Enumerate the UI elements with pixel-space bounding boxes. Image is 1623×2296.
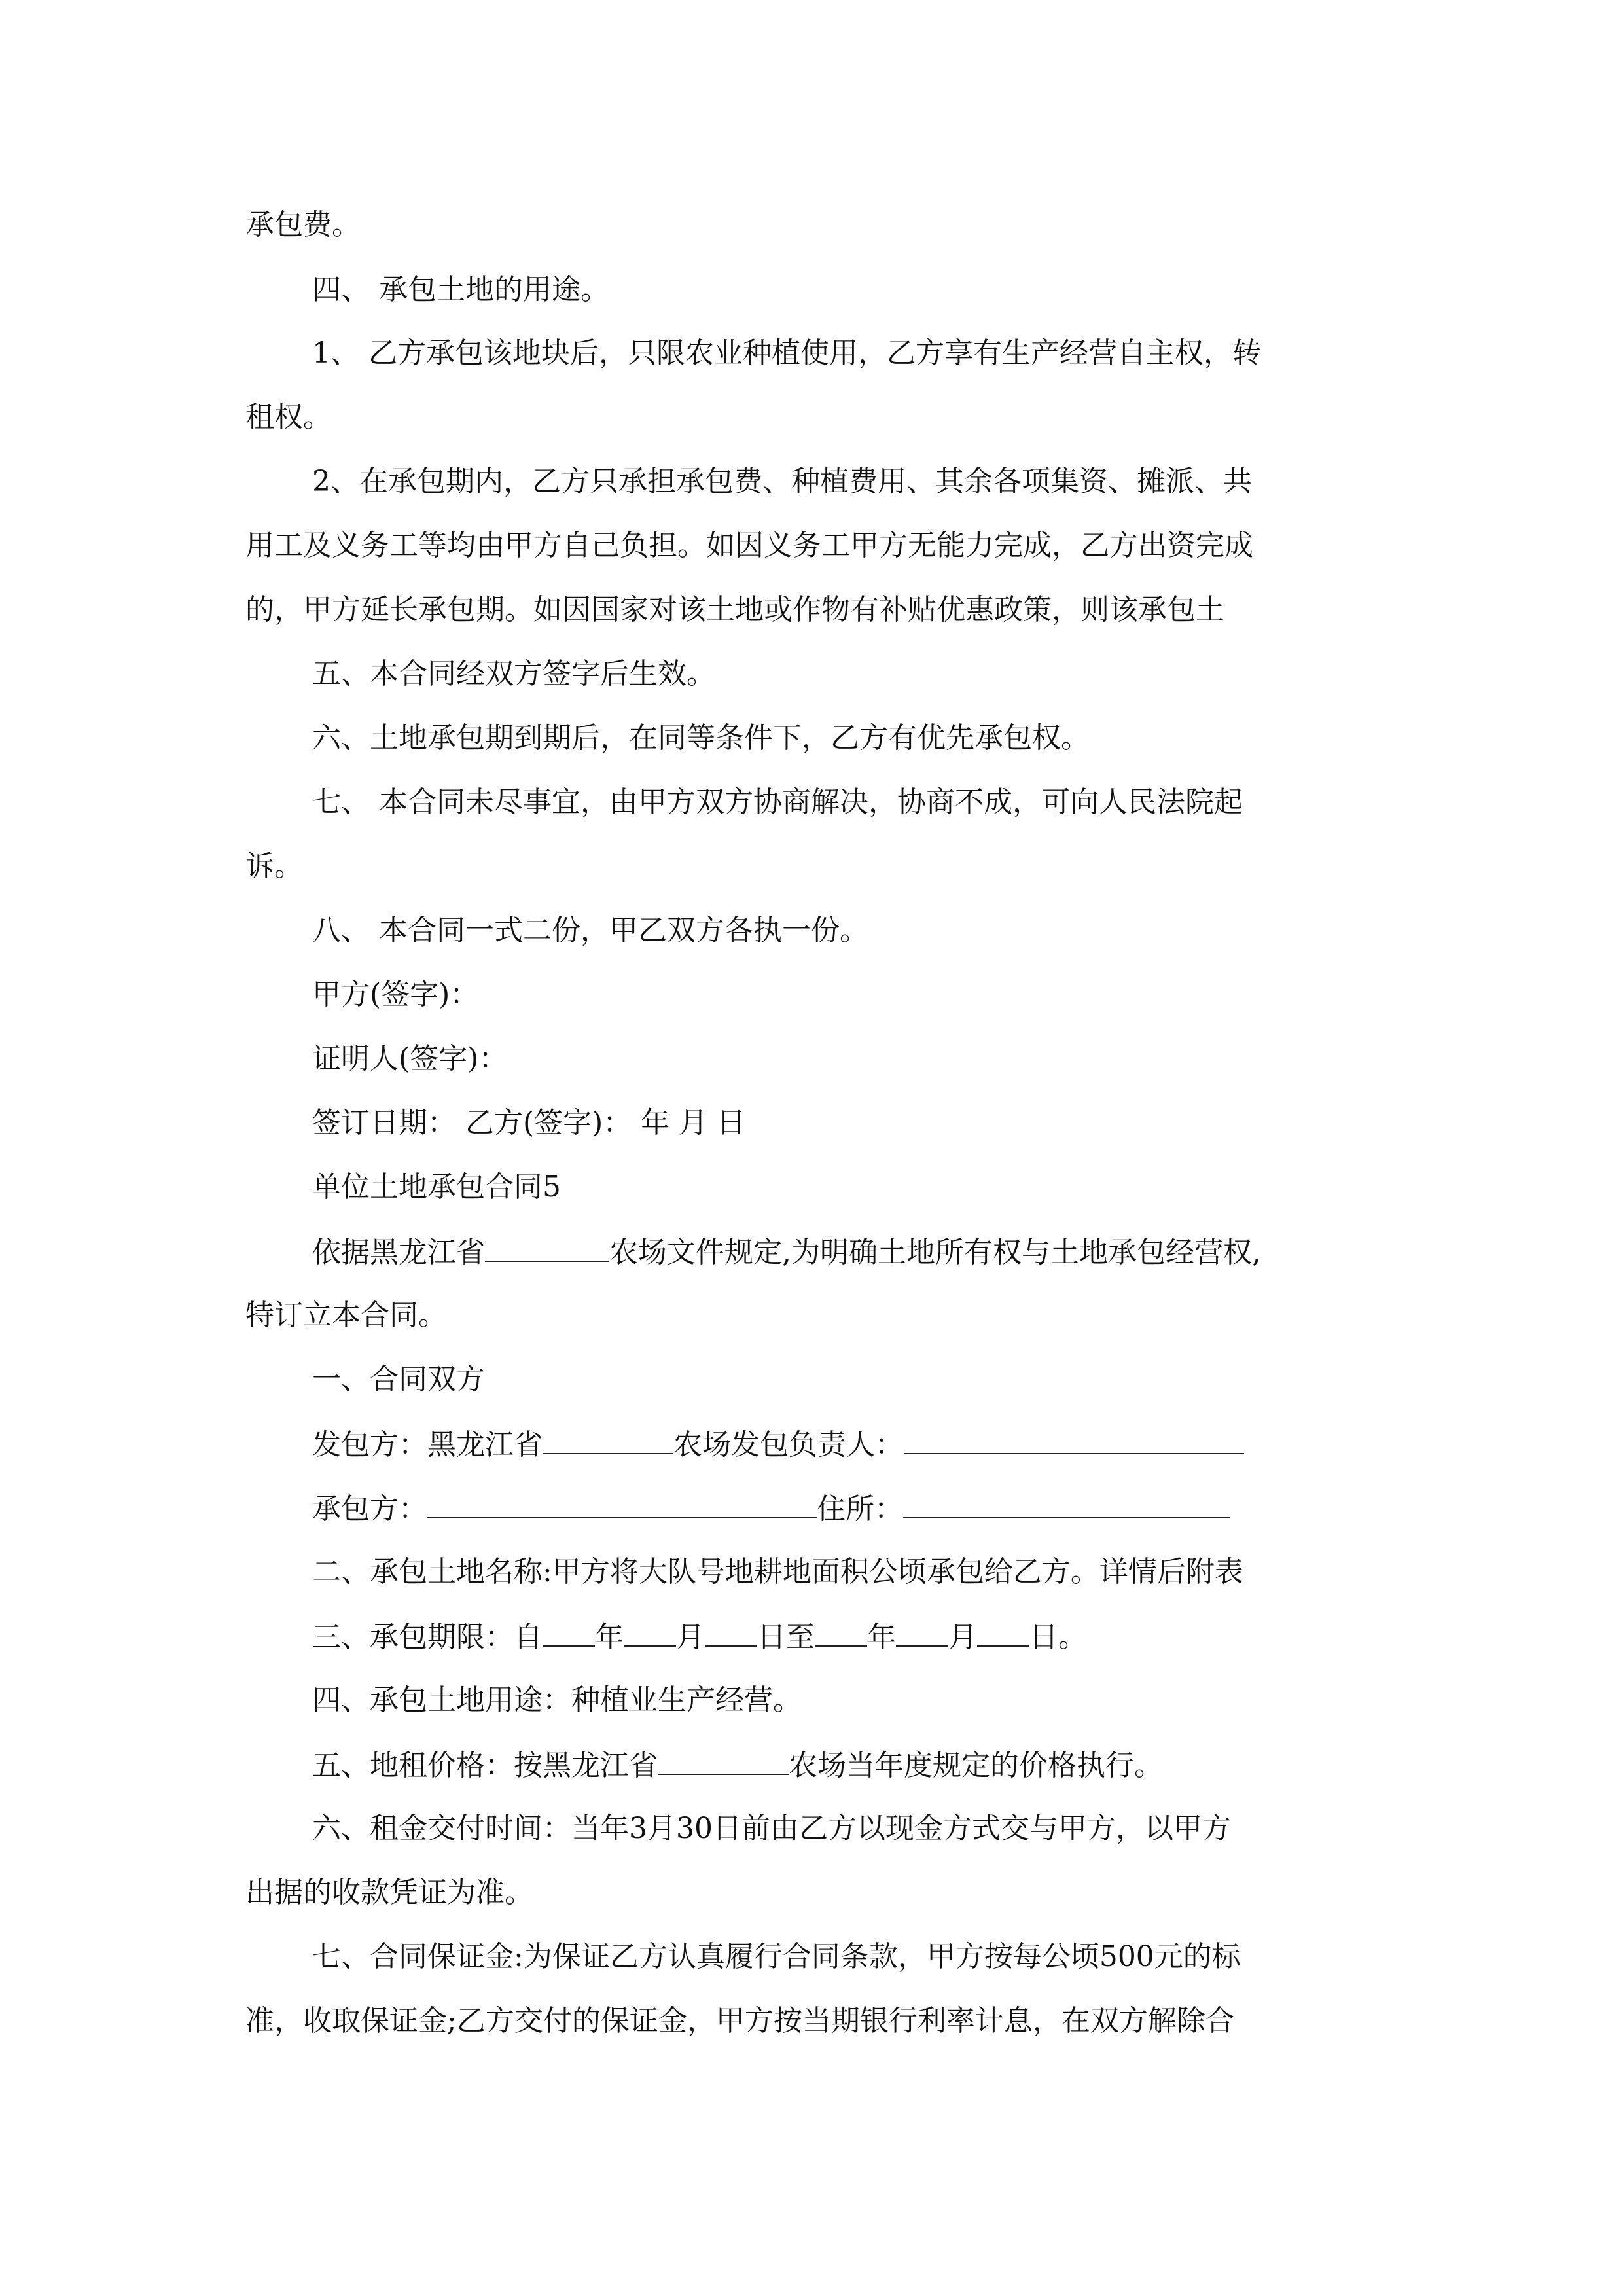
blank-field	[427, 1488, 817, 1518]
text-line: 1、 乙方承包该地块后，只限农业种植使用，乙方享有生产经营自主权，转	[312, 336, 1261, 370]
blank-field	[977, 1617, 1029, 1647]
text-line	[312, 1745, 1163, 1785]
blank-field	[815, 1617, 867, 1647]
text-line: 承包费。	[245, 208, 361, 242]
text-fragment: 承包方：	[312, 1492, 427, 1526]
section-heading: 一、合同双方	[312, 1363, 485, 1396]
text-fragment: 农场发包负责人：	[673, 1428, 904, 1462]
blank-field	[903, 1488, 1230, 1518]
text-fragment: 发包方：黑龙江省	[312, 1428, 543, 1462]
text-line: 特订立本合同。	[245, 1299, 447, 1332]
blank-field	[543, 1617, 595, 1647]
text-fragment: 年	[595, 1621, 624, 1654]
section-heading: 四、承包土地用途：种植业生产经营。	[312, 1683, 802, 1717]
text-line: 诉。	[245, 850, 303, 883]
blank-field	[543, 1424, 673, 1454]
signature-line: 甲方(签字)：	[312, 978, 479, 1011]
text-line: 出据的收款凭证为准。	[245, 1876, 533, 1909]
text-fragment: 五、地租价格：按黑龙江省	[312, 1749, 658, 1782]
text-fragment: 依据黑龙江省	[312, 1236, 485, 1269]
section-heading: 八、 本合同一式二份，甲乙双方各执一份。	[312, 914, 868, 947]
blank-field	[904, 1424, 1244, 1454]
section-heading: 五、本合同经双方签字后生效。	[312, 657, 715, 691]
text-line: 六、租金交付时间：当年3月30日前由乙方以现金方式交与甲方，以甲方	[312, 1812, 1231, 1845]
text-fragment: 年	[867, 1621, 896, 1654]
signature-date-line: 签订日期： 乙方(签字)： 年 月 日	[312, 1106, 746, 1139]
text-fragment: 三、承包期限：自	[312, 1621, 543, 1654]
text-fragment: 日至	[757, 1621, 815, 1654]
text-line: 七、合同保证金:为保证乙方认真履行合同条款，甲方按每公顷500元的标	[312, 1940, 1241, 1973]
section-heading: 六、土地承包期到期后，在同等条件下，乙方有优先承包权。	[312, 721, 1090, 755]
text-fragment: 月	[676, 1621, 705, 1654]
contract-title: 单位土地承包合同5	[312, 1170, 561, 1204]
text-fragment: 农场文件规定,为明确土地所有权与土地承包经营权,	[609, 1236, 1261, 1269]
section-heading: 二、承包土地名称:甲方将大队号地耕地面积公顷承包给乙方。详情后附表	[312, 1555, 1243, 1588]
text-line: 租权。	[245, 401, 332, 434]
signature-line: 证明人(签字)：	[312, 1042, 508, 1075]
section-heading: 四、 承包土地的用途。	[312, 273, 609, 306]
text-fragment: 农场当年度规定的价格执行。	[789, 1749, 1163, 1782]
text-line	[312, 1232, 1261, 1272]
blank-field	[705, 1617, 757, 1647]
blank-field	[658, 1745, 789, 1775]
blank-field	[485, 1232, 609, 1262]
blank-field	[896, 1617, 948, 1647]
text-line	[312, 1424, 1244, 1465]
text-line	[312, 1488, 1230, 1529]
text-fragment: 月	[948, 1621, 977, 1654]
text-fragment: 日。	[1029, 1621, 1087, 1654]
text-line	[312, 1617, 1087, 1657]
text-line: 2、在承包期内，乙方只承担承包费、种植费用、其余各项集资、摊派、共	[312, 465, 1252, 498]
text-fragment: 住所：	[817, 1492, 903, 1526]
text-line: 用工及义务工等均由甲方自己负担。如因义务工甲方无能力完成，乙方出资完成	[245, 529, 1253, 562]
text-line: 准，收取保证金;乙方交付的保证金，甲方按当期银行利率计息，在双方解除合	[245, 2004, 1234, 2037]
section-heading: 七、 本合同未尽事宜，由甲方双方协商解决，协商不成，可向人民法院起	[312, 785, 1243, 819]
text-line: 的，甲方延长承包期。如因国家对该土地或作物有补贴优惠政策，则该承包土	[245, 593, 1224, 626]
blank-field	[624, 1617, 676, 1647]
